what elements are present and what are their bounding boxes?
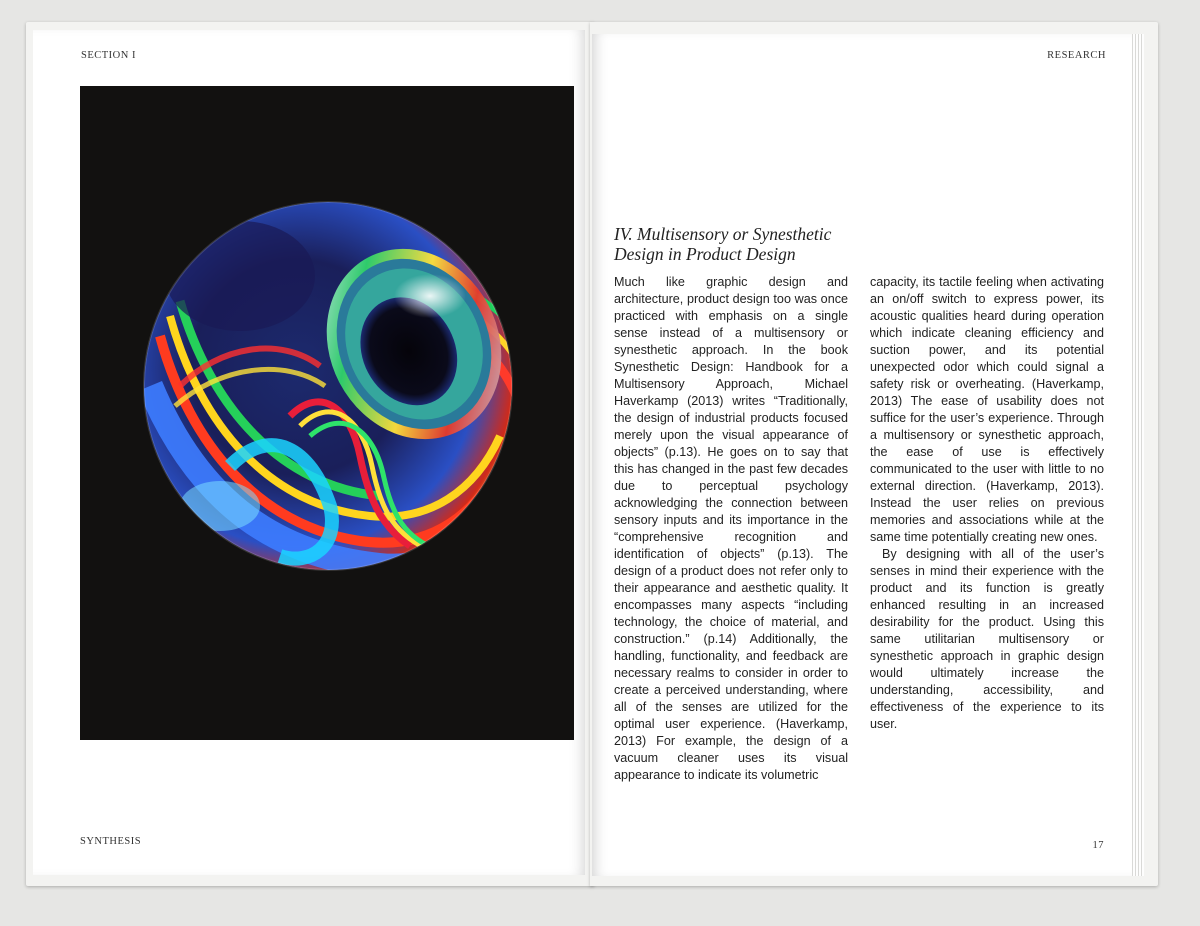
left-page: [33, 30, 585, 875]
running-foot-left: SYNTHESIS: [80, 836, 142, 847]
running-head-right: RESEARCH: [1047, 50, 1106, 61]
page-edges: [1130, 34, 1144, 876]
text-column-2: [870, 274, 1104, 733]
body-paragraph: capacity, its tactile feeling when activating an on/off switch to express power, its acoustic qualities heard during operation which indicate cleaning efficiency and suction power, and its potential unexpected odor which could signal a safety risk or overheating. (Haverkamp, 2013) The ease of usability does not suffice for the user’s experience. Through a multisensory or synesthetic approach, the ease of use is effectively communicated to the user with little to no external direction. (Haverkamp, 2013). Instead the user relies on previous memories and associations while at the same time potentially creating new ones.: [870, 275, 1104, 544]
heading-line-2: Design in Product Design: [614, 244, 796, 264]
text-column-1: [614, 274, 848, 784]
heading-line-1: IV. Multisensory or Synesthetic: [614, 224, 832, 244]
body-paragraph: By designing with all of the user’s senses in mind their experience with the product and its function is greatly enhanced resulting in an increased desirability for the product. Using this same utilitarian multisensory or synesthetic approach in graphic design would ultimately increase the understanding, accessibility, and effectiveness of the experience to its user.: [870, 547, 1104, 731]
iridescent-sphere-artwork: [80, 86, 574, 740]
right-page: [592, 34, 1132, 876]
body-paragraph: Much like graphic design and architecture, product design too was once practiced with emphasis on a single sense instead of a multisensory or synesthetic approach. In the book Synesthetic Design: Handbook for a Multisensory Approach, Michael Haverkamp (2013) writes “Traditionally, the design of industrial products focused merely upon the visual appearance of objects” (p.13). He goes on to say that this has changed in the past few decades due to perceptual psychology acknowledging the connection between sensory inputs and its importance in the “comprehensive recognition and identification of objects” (p.13). The design of a product does not refer only to their appearance and aesthetic quality. It encompasses many aspects “including technology, the choice of material, and construction.” (p.14) Additionally, the handling, functionality, and feedback are necessary realms to consider in order to create a perceived understanding, where all of the senses are utilized for the optimal user experience. (Haverkamp, 2013) For example, the design of a vacuum cleaner uses its visual appearance to indicate its volumetric: [614, 275, 848, 782]
running-head-left: SECTION I: [81, 50, 136, 61]
section-heading: [614, 224, 914, 264]
page-number: 17: [1092, 840, 1104, 851]
